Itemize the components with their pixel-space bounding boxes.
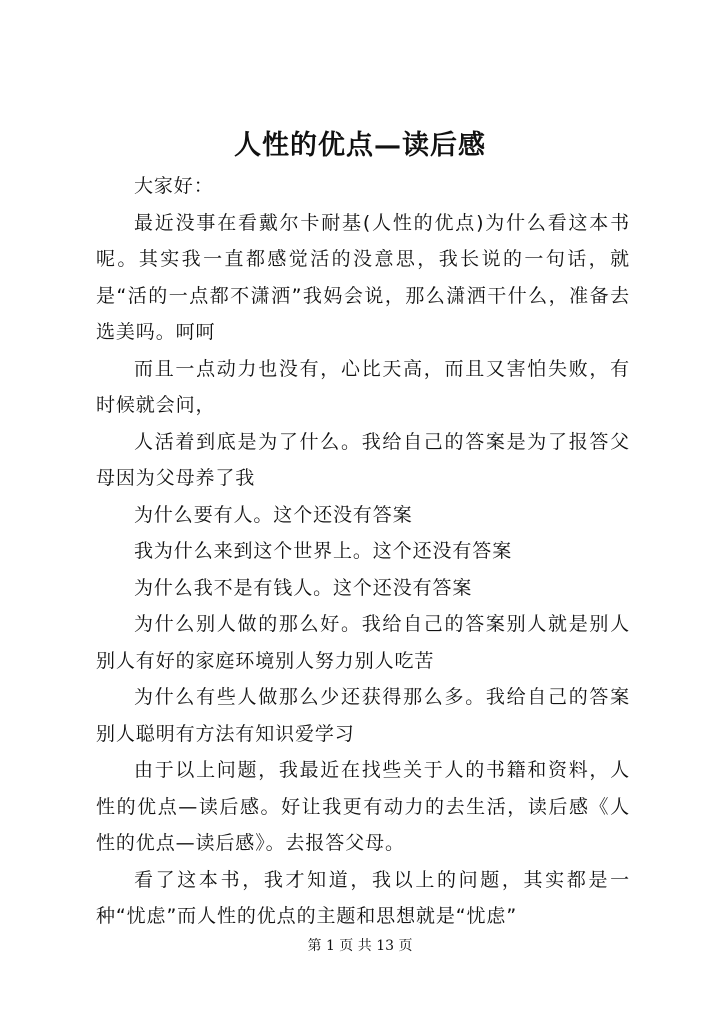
paragraph: 由于以上问题，我最近在找些关于人的书籍和资料，人性的优点—读后感。好让我更有动力的去生活，读后感《人性的优点—读后感》。去报答父母。	[96, 759, 630, 854]
paragraph: 我为什么来到这个世界上。这个还没有答案	[134, 540, 513, 562]
document-title: 人性的优点—读后感	[234, 130, 486, 161]
paragraph: 看了这本书，我才知道，我以上的问题，其实都是一种“忧虑”而人性的优点的主题和思想就是“忧虑”	[96, 868, 630, 927]
paragraph: 最近没事在看戴尔卡耐基(人性的优点)为什么看这本书呢。其实我一直都感觉活的没意思，我长说的一句话，就是“活的一点都不潇洒”我妈会说，那么潇洒干什么，准备去选美吗。呵呵	[96, 211, 630, 343]
paragraph: 为什么别人做的那么好。我给自己的答案别人就是别人别人有好的家庭环境别人努力别人吃苦	[96, 613, 630, 672]
document-body	[96, 168, 630, 935]
paragraph: 而且一点动力也没有，心比天高，而且又害怕失败，有时候就会问，	[96, 357, 630, 416]
page-footer: 第 1 页 共 13 页	[307, 938, 413, 954]
paragraph: 为什么我不是有钱人。这个还没有答案	[134, 576, 473, 599]
paragraph: 人活着到底是为了什么。我给自己的答案是为了报答父母因为父母养了我	[96, 430, 630, 489]
paragraph: 为什么有些人做那么少还获得那么多。我给自己的答案别人聪明有方法有知识爱学习	[96, 686, 630, 745]
paragraph: 大家好：	[134, 175, 214, 197]
paragraph: 为什么要有人。这个还没有答案	[134, 503, 413, 526]
